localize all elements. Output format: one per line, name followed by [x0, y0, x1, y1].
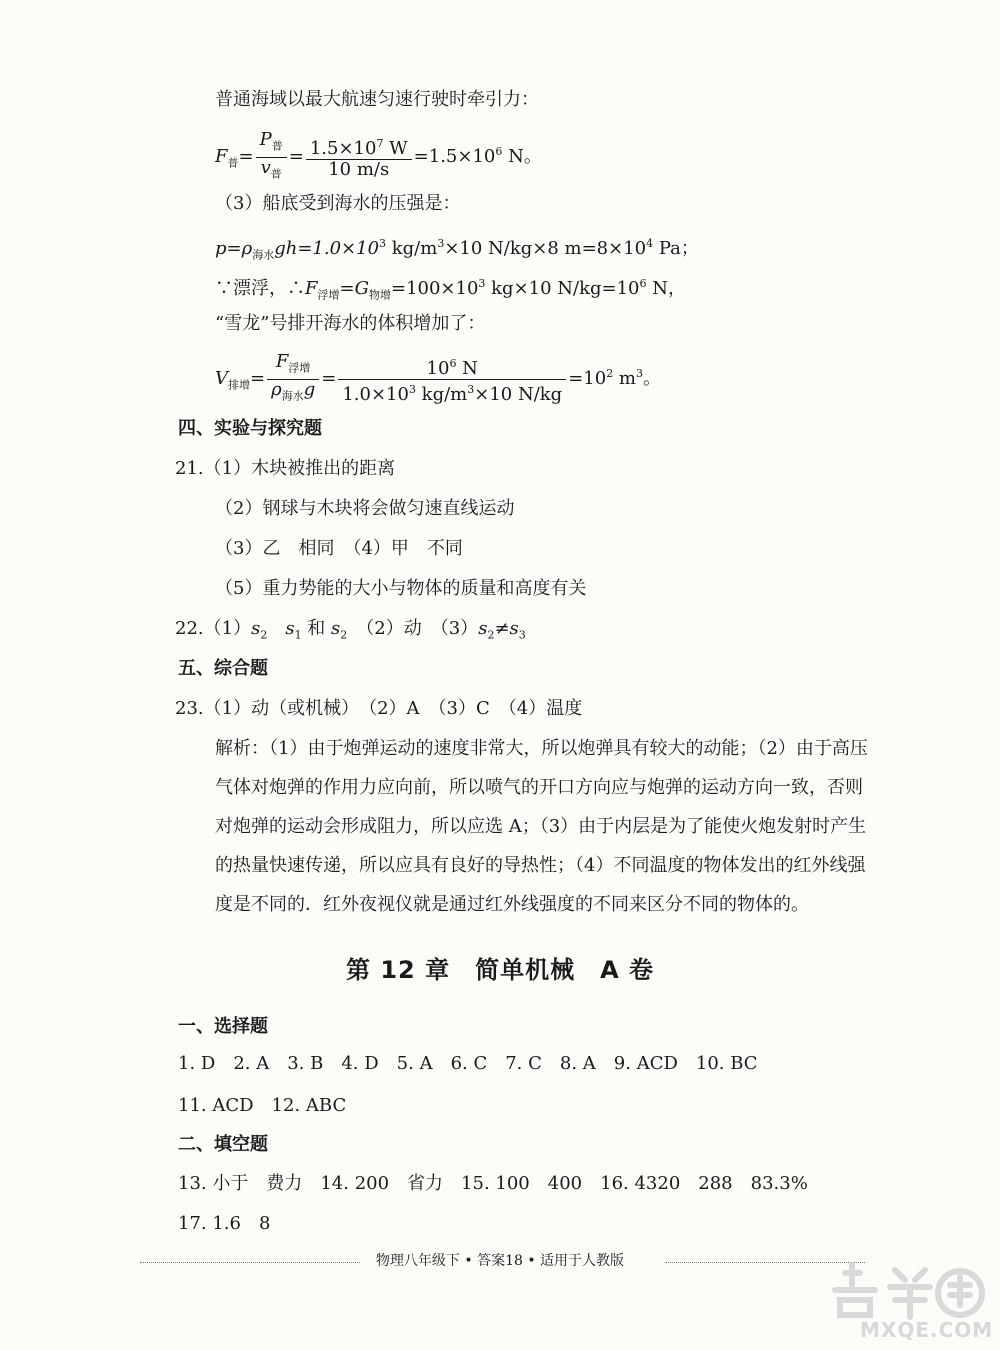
- section-heading: 一、选择题: [178, 1016, 268, 1037]
- answer-line: $22.(1)s_2$ $s_1$ 和 $s_2$ （2）动 $(3)s_2\ne s_3$: [175, 618, 526, 642]
- formula-buoyancy: ∵漂浮，$\therefore F_{浮增}=G_{物增}=100\times 10^3$ kg×10 $N/kg=10^6$ N，: [215, 277, 686, 302]
- formula-pressure: $p=\rho_{海水}gh=1.0\times 10^3$ $kg/m^3\times 10$ N/kg×8 $m=8\times 10^4$ Pa；: [215, 237, 699, 262]
- text-line: 普通海域以最大航速匀速行驶时牵引力：: [215, 89, 539, 110]
- section-heading: 五、综合题: [178, 658, 268, 679]
- answer-line: 17. 1.6 8: [178, 1213, 271, 1234]
- explanation-line: 气体对炮弹的作用力应向前，所以喷气的开口方向应与炮弹的运动方向一致，否则: [215, 777, 863, 798]
- watermark-site: MXQE.COM: [860, 1318, 994, 1342]
- answer-line: （5）重力势能的大小与物体的质量和高度有关: [215, 578, 587, 599]
- answer-line: 13. 小于 费力 14. 200 省力 15. 100 400 16. 4320 288 83.3%: [178, 1173, 808, 1194]
- formula-traction: $F_普=$ $\frac{P_普}{v_普}$ = $\frac{1.5\times 10^7 W}{10 m/s}$ $=1.5\times 10^6$ N。: [215, 129, 542, 181]
- formula-volume: $V_{排增}=$ $\frac{F_{浮增}}{\rho_{海水}g}$ = $\frac{10^6 N}{1.0\times 10^3 kg/m^3\times 10 N/kg}$ $=10^2$ $m^3$。: [215, 351, 661, 405]
- text-line: （3）船底受到海水的压强是：: [215, 193, 461, 214]
- answer-line: 1. D 2. A 3. B 4. D 5. A 6. C 7. C 8. A 9. ACD 10. BC: [178, 1053, 758, 1074]
- explanation-line: 度是不同的．红外夜视仪就是通过红外线强度的不同来区分不同的物体的。: [215, 894, 809, 915]
- page-footer: 物理八年级下 • 答案18 • 适用于人教版: [0, 1250, 1000, 1270]
- explanation-line: 对炮弹的运动会形成阻力，所以应选 A；（3）由于内层是为了能使火炮发射时产生: [215, 816, 867, 837]
- answer-line: 23.（1）动（或机械） （2）A （3）C （4）温度: [175, 698, 583, 719]
- answer-line: 11. ACD 12. ABC: [178, 1095, 347, 1116]
- answer-line: 21.（1）木块被推出的距离: [175, 458, 396, 479]
- section-heading: 四、实验与探究题: [178, 418, 322, 439]
- chapter-title: 第 12 章 简单机械 A 卷: [345, 956, 655, 984]
- text-line: “雪龙”号排开海水的体积增加了：: [215, 313, 486, 334]
- answer-line: （3）乙 相同 （4）甲 不同: [215, 538, 463, 559]
- answer-line: （2）钢球与木块将会做匀速直线运动: [215, 498, 515, 519]
- explanation-line: 的热量快速传递，所以应具有良好的导热性；（4）不同温度的物体发出的红外线强: [215, 855, 866, 876]
- section-heading: 二、填空题: [178, 1134, 268, 1155]
- explanation-line: 解析：（1）由于炮弹运动的速度非常大，所以炮弹具有较大的动能；（2）由于高压: [215, 738, 868, 759]
